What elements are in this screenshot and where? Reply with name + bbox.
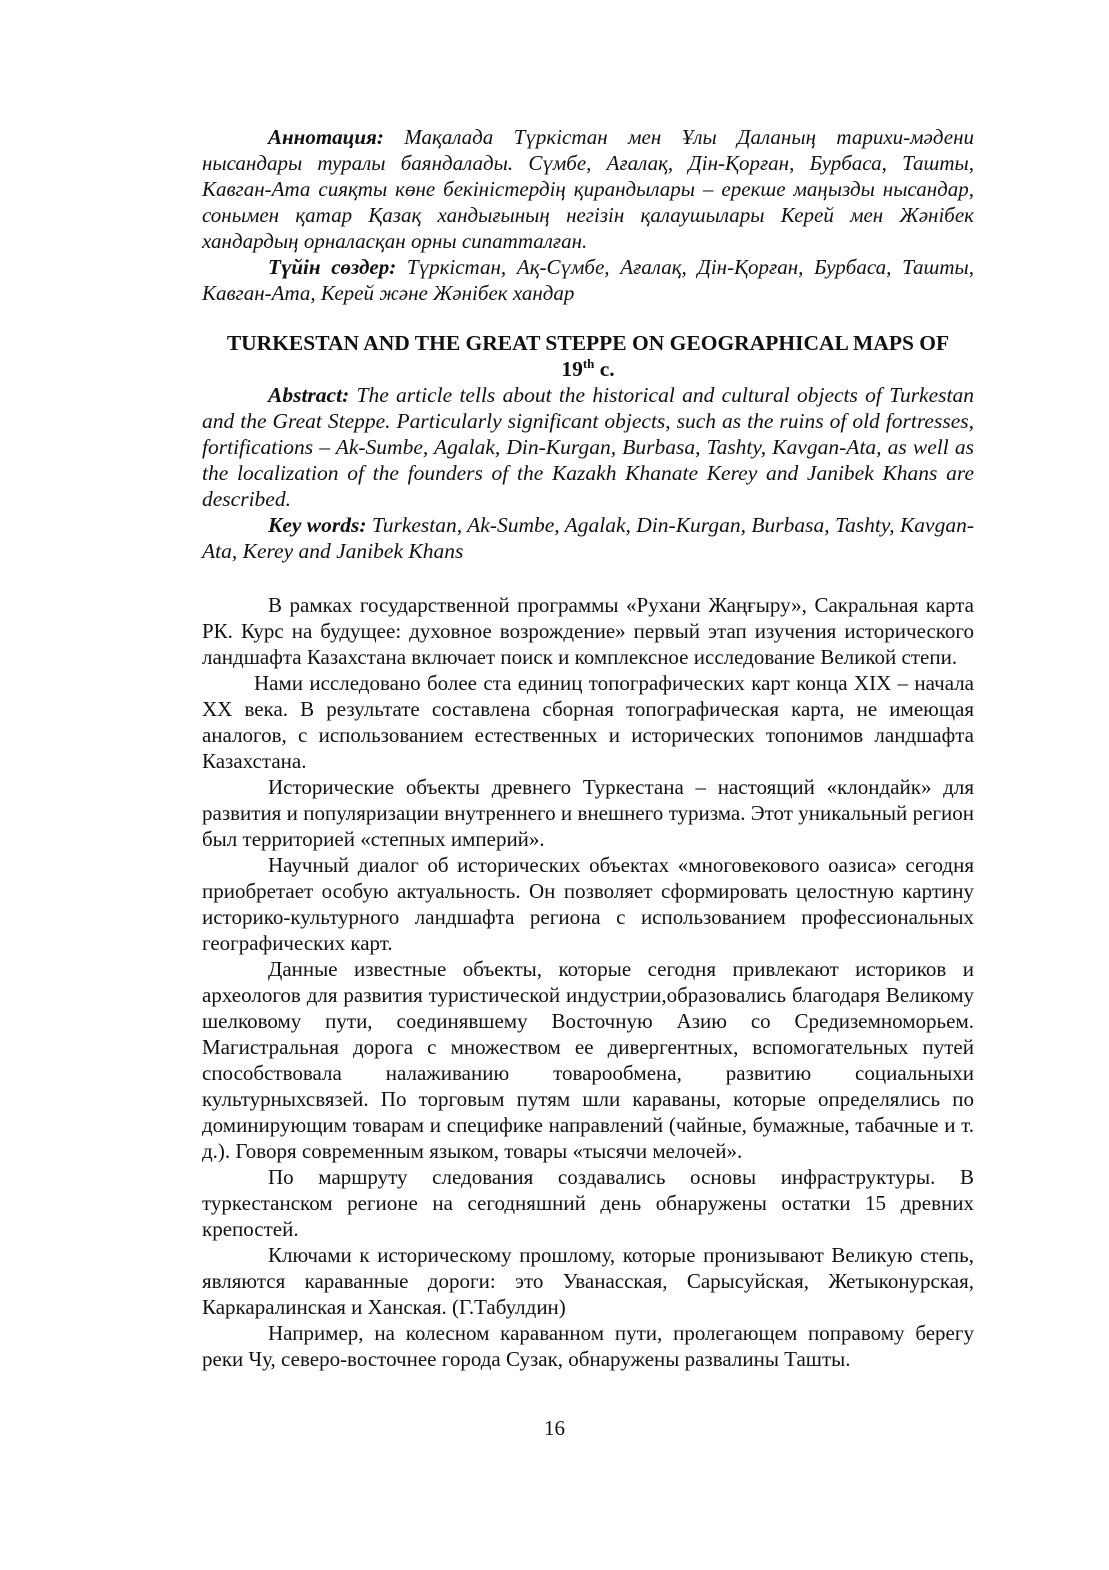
english-abstract: [202, 382, 974, 512]
body-paragraph: Научный диалог об исторических объектах «многовекового оазиса» сегодня приобретает особую актуальность. Он позволяет сформировать целостную картину историко-культурного ландшафта региона с использованием профессиональных географических карт.: [202, 853, 974, 955]
abstract-label: Abstract:: [268, 383, 350, 407]
title-line-1: TURKESTAN AND THE GREAT STEPPE ON GEOGRAPHICAL MAPS OF: [226, 331, 950, 355]
article-body: [202, 592, 974, 1372]
body-paragraph: Ключами к историческому прошлому, которые пронизывают Великую степь, являются караванные дороги: это Уванасская, Сарысуйская, Жетыконурская, Каркаралинская и Ханская. (Г.Табулдин): [202, 1243, 974, 1319]
english-keywords: [202, 512, 974, 564]
kazakh-keywords: [202, 254, 974, 306]
body-paragraph: Например, на колесном караванном пути, пролегающем поправому берегу реки Чу, северо-восточнее города Сузак, обнаружены развалины Ташты.: [202, 1321, 974, 1371]
body-paragraph: В рамках государственной программы «Рухани Жаңғыру», Сакральная карта РК. Курс на будущее: духовное возрождение» первый этап изучения исторического ландшафта Казахстана включает поиск и комплексное исследование Великой степи.: [202, 593, 974, 669]
key-words-text: Turkestan, Ak-Sumbe, Agalak, Din-Kurgan, Burbasa, Tashty, Kavgan-Ata, Kerey and Janibek Khans: [202, 513, 974, 563]
body-paragraph: Исторические объекты древнего Туркестана – настоящий «клондайк» для развития и популяризации внутреннего и внешнего туризма. Этот уникальный регион был территорией «степных империй».: [202, 775, 974, 851]
title-end: c.: [594, 357, 615, 381]
title-century: 19: [561, 357, 583, 381]
abstract-text: The article tells about the historical and cultural objects of Turkestan and the Great Steppe. Particularly significant objects, such as the ruins of old fortresses, fortifications – Ak-Sumbe, Agalak, Din-Kurgan, Burbasa, Tashty, Kavgan-Ata, as well as the localization of the founders of the Kazakh Khanate Kerey and Janibek Khans are described.: [202, 383, 974, 511]
page-content: [202, 124, 974, 1372]
annotation-label: Аннотация:: [268, 125, 384, 149]
keywords-text: Түркістан, Ақ-Сүмбе, Ағалақ, Дін-Қорған, Бурбаса, Ташты, Кавган-Ата, Керей және Жәнібек хандар: [202, 255, 974, 305]
body-paragraph: Нами исследовано более ста единиц топографических карт конца XIX – начала XX века. В результате составлена сборная топографическая карта, не имеющая аналогов, с использованием естественных и исторических топонимов ландшафта Казахстана.: [202, 671, 974, 773]
body-paragraph: По маршруту следования создавались основы инфраструктуры. В туркестанском регионе на сегодняшний день обнаружены остатки 15 древних крепостей.: [202, 1165, 974, 1241]
page-number: 16: [544, 1416, 565, 1440]
body-paragraph: Данные известные объекты, которые сегодня привлекают историков и археологов для развития туристической индустрии,образовались благодаря Великому шелковому пути, соединявшему Восточную Азию со Средиземноморьем. Магистральная дорога с множеством ее дивергентных, вспомогательных путей способствовала налаживанию товарообмена, развитию социальныхи культурныхсвязей. По торговым путям шли караваны, которые определялись по доминирующим товарам и специфике направлений (чайные, бумажные, табачные и т. д.). Говоря современным языком, товары «тысячи мелочей».: [202, 957, 974, 1163]
kazakh-annotation: [202, 124, 974, 254]
annotation-text: Мақалада Түркістан мен Ұлы Даланың тарихи-мәдени нысандары туралы баяндалады. Сүмбе, Ағалақ, Дін-Қорған, Бурбаса, Ташты, Кавган-Ата сияқты көне бекіністердің қирандылары – ерекше маңызды нысандар, сонымен қатар Қазақ хандығының негізін қалаушылары Керей мен Жәнібек хандардың орналасқан орны сипатталған.: [202, 125, 974, 253]
keywords-label: Түйін сөздер:: [268, 255, 397, 279]
title-line-2: [202, 356, 974, 382]
key-words-label: Key words:: [268, 513, 367, 537]
article-title: [202, 330, 974, 382]
title-superscript: th: [582, 355, 595, 371]
